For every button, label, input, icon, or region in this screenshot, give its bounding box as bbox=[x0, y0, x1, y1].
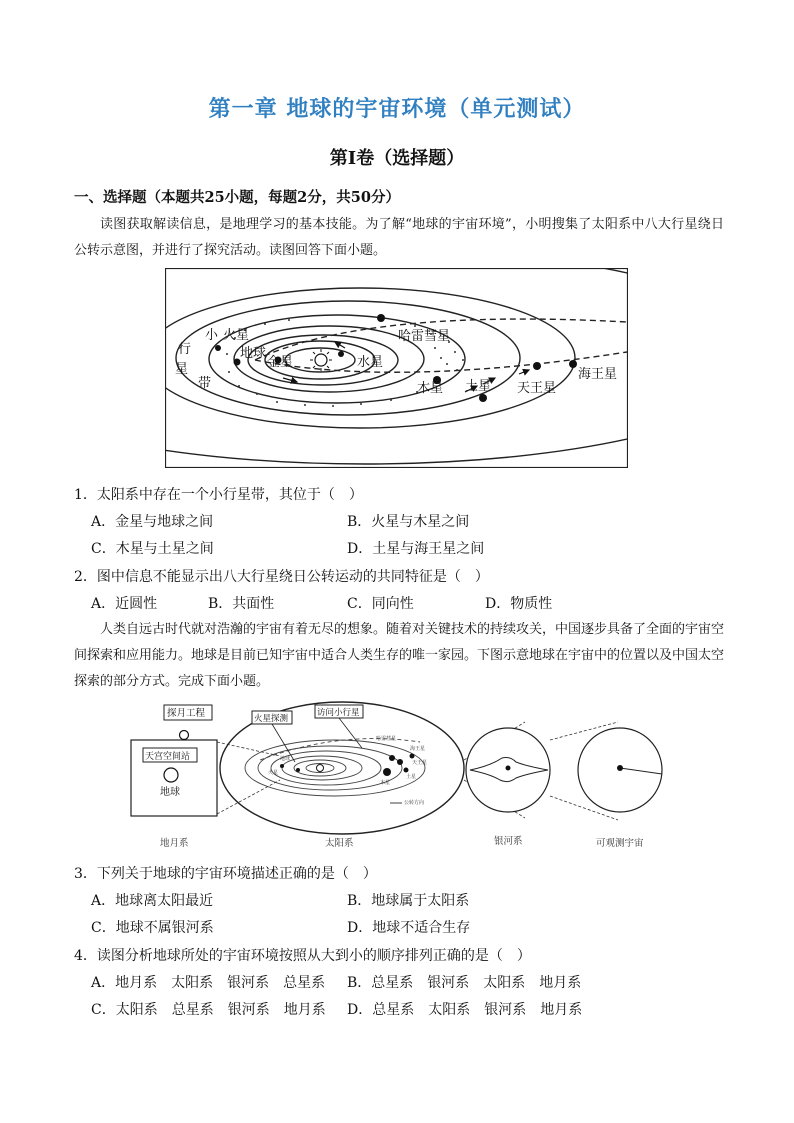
tiny-label-5: 木星 bbox=[380, 780, 391, 786]
intro-paragraph-2: 人类自远古时代就对浩瀚的宇宙有着无尽的想象。随着对关键技术的持续攻关，中国逐步具备了全面的宇宙空间探索和应用能力。地球是目前已知宇宙中适合人类生存的唯一家园。下图示意地球在宇宙中的位置以及中国太空探索的部分方式。完成下面小题。 bbox=[74, 622, 725, 689]
question-3-stem: 3．下列关于地球的宇宙环境描述正确的是（ ） bbox=[74, 866, 377, 882]
page-title: 第一章 地球的宇宙环境（单元测试） bbox=[208, 96, 586, 122]
q4-option-b[interactable]: B．总星系 银河系 太阳系 地月系 bbox=[347, 975, 582, 991]
label-saturn: 土星 bbox=[465, 379, 492, 394]
question-1-stem: 1．太阳系中存在一个小行星带，其位于（ ） bbox=[74, 487, 363, 503]
label-neptune: 海王星 bbox=[578, 367, 618, 382]
label-jupiter: 木星 bbox=[417, 381, 444, 396]
label-halley-comet: 哈雷彗星 bbox=[398, 329, 451, 344]
tiny-label-6: 公转方向 bbox=[404, 800, 425, 806]
part-title: 第Ⅰ卷（选择题） bbox=[329, 148, 465, 169]
label-belt-1: 行 bbox=[178, 342, 192, 357]
q4-option-d[interactable]: D．总星系 太阳系 银河系 地月系 bbox=[347, 1002, 583, 1018]
saturn-dot bbox=[479, 394, 487, 402]
mars-dot bbox=[215, 345, 221, 351]
q3-option-b[interactable]: B．地球属于太阳系 bbox=[347, 893, 470, 909]
label-asteroid-1: 小 bbox=[205, 328, 219, 343]
label-mars-probe: 火星探测 bbox=[254, 714, 289, 724]
q3-option-c[interactable]: C．地球不属银河系 bbox=[91, 920, 214, 936]
label-venus: 金星 bbox=[267, 355, 294, 370]
label-belt-3: 带 bbox=[198, 376, 212, 391]
q1-option-d[interactable]: D．土星与海王星之间 bbox=[347, 541, 485, 557]
caption-observable-universe: 可观测宇宙 bbox=[596, 838, 644, 849]
earth-icon bbox=[164, 768, 178, 782]
label-mercury: 水星 bbox=[357, 355, 384, 370]
tiny-label-8: 火星 bbox=[268, 770, 279, 776]
sun-small-icon bbox=[317, 765, 324, 772]
label-asteroid-visit: 访问小行星 bbox=[317, 708, 360, 718]
q3-option-a[interactable]: A．地球离太阳最近 bbox=[91, 893, 214, 909]
tiny-label-2: 海王星 bbox=[410, 746, 426, 752]
q3-option-d[interactable]: D．地球不适合生存 bbox=[347, 920, 471, 936]
q2-option-d[interactable]: D．物质性 bbox=[485, 596, 553, 612]
q1-option-a[interactable]: A．金星与地球之间 bbox=[91, 514, 214, 530]
label-uranus: 天王星 bbox=[517, 381, 557, 396]
q1-option-b[interactable]: B．火星与木星之间 bbox=[347, 514, 470, 530]
q1-option-c[interactable]: C．木星与土星之间 bbox=[91, 541, 214, 557]
uranus-dot bbox=[533, 362, 541, 370]
label-earth: 地球 bbox=[240, 346, 267, 361]
tiny-label-4: 土星 bbox=[406, 774, 417, 780]
intro-paragraph-1: 读图获取解读信息，是地理学习的基本技能。为了解“地球的宇宙环境”，小明搜集了太阳系中八大行星绕日公转示意图，并进行了探究活动。读图回答下面小题。 bbox=[74, 217, 724, 258]
label-mars: 火星 bbox=[223, 328, 250, 343]
caption-solar-system: 太阳系 bbox=[325, 838, 354, 849]
solar-system-orbit-figure bbox=[165, 268, 628, 468]
label-earth-small: 地球 bbox=[160, 787, 180, 798]
q4-option-a[interactable]: A．地月系 太阳系 银河系 总星系 bbox=[91, 975, 326, 991]
q2-option-c[interactable]: C．同向性 bbox=[347, 596, 414, 612]
question-4-stem: 4．读图分析地球所处的宇宙环境按照从大到小的顺序排列正确的是（ ） bbox=[74, 948, 531, 964]
caption-earth-moon: 地月系 bbox=[160, 838, 189, 849]
label-space-station: 天宫空间站 bbox=[145, 752, 191, 762]
q2-option-b[interactable]: B．共面性 bbox=[208, 596, 275, 612]
caption-milky-way: 银河系 bbox=[494, 836, 523, 847]
moon-icon bbox=[180, 731, 189, 740]
cosmic-hierarchy-figure bbox=[130, 700, 665, 852]
tiny-label-3: 天王星 bbox=[412, 760, 428, 766]
q2-option-a[interactable]: A．近圆性 bbox=[91, 596, 158, 612]
q4-option-c[interactable]: C．太阳系 总星系 银河系 地月系 bbox=[91, 1002, 326, 1018]
label-lunar-project: 探月工程 bbox=[167, 708, 206, 719]
tiny-label-7: 地球 bbox=[280, 756, 291, 762]
label-belt-2: 星 bbox=[175, 362, 189, 377]
section-heading: 一、选择题（本题共25小题，每题2分，共50分） bbox=[74, 189, 400, 206]
halley-comet-dot bbox=[377, 314, 385, 322]
mercury-dot bbox=[338, 351, 344, 357]
neptune-dot bbox=[569, 360, 577, 368]
tiny-label-1: 哈雷彗星 bbox=[376, 736, 397, 742]
question-2-stem: 2．图中信息不能显示出八大行星绕日公转运动的共同特征是（ ） bbox=[74, 569, 489, 585]
